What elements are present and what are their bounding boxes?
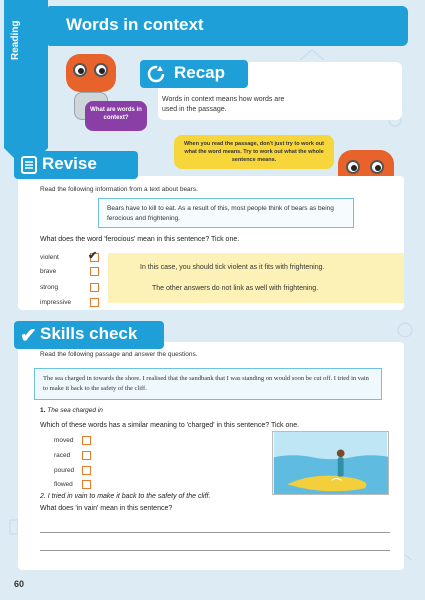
checkbox-flowed[interactable] bbox=[82, 480, 91, 489]
checkbox-brave[interactable] bbox=[90, 267, 99, 276]
checkbox-strong[interactable] bbox=[90, 283, 99, 292]
checkbox-poured[interactable] bbox=[82, 466, 91, 475]
question-2-title: 2. I tried in vain to make it back to the safety of the cliff. bbox=[40, 493, 211, 500]
question-1-title bbox=[40, 407, 103, 414]
revise-heading bbox=[14, 151, 138, 179]
checkbox-impressive[interactable] bbox=[90, 298, 99, 307]
option-moved: moved bbox=[54, 437, 74, 444]
recap-heading-text: Recap bbox=[174, 63, 226, 82]
option-violent: violent bbox=[40, 254, 59, 261]
skills-heading-text: Skills check bbox=[40, 324, 138, 343]
checkbox-moved[interactable] bbox=[82, 436, 91, 445]
checkbox-raced[interactable] bbox=[82, 451, 91, 460]
question-1-text: Which of these words has a similar meaning to 'charged' in this sentence? Tick one. bbox=[40, 422, 300, 429]
robot-right-eye bbox=[370, 160, 384, 174]
option-poured: poured bbox=[54, 467, 75, 474]
option-strong: strong bbox=[40, 284, 59, 291]
question-1-phrase: The sea charged in bbox=[47, 407, 103, 414]
sea-passage: The sea charged in towards the shore. I realised that the sandbank that I was standing on would soon be cut off. I tried in vain to make it back to the safety of the cliff. bbox=[34, 368, 382, 400]
tip-bubble: When you read the passage, don't just try to work out what the word means. Try to work out what the whole sentence means. bbox=[174, 135, 334, 169]
answer-explanation: The other answers do not link as well with frightening. bbox=[152, 285, 319, 292]
page-number: 60 bbox=[14, 579, 25, 589]
sandbank-illustration bbox=[272, 431, 389, 495]
section-tab-label: Reading bbox=[10, 20, 21, 60]
robot-question-bubble: What are words in context? bbox=[85, 101, 147, 131]
option-brave: brave bbox=[40, 268, 57, 275]
robot-left-eye bbox=[94, 63, 108, 77]
answer-line[interactable] bbox=[40, 550, 390, 551]
option-impressive: impressive bbox=[40, 299, 72, 306]
option-raced: raced bbox=[54, 452, 71, 459]
revise-heading-text: Revise bbox=[42, 154, 97, 173]
answer-panel bbox=[108, 253, 404, 303]
question-1-number: 1. bbox=[40, 407, 46, 414]
page-header bbox=[48, 6, 408, 46]
revise-intro: Read the following information from a text about bears. bbox=[40, 186, 198, 193]
skills-heading bbox=[14, 321, 164, 349]
check-icon: ✔ bbox=[20, 325, 37, 347]
robot-left-eye bbox=[73, 63, 87, 77]
recap-text: Words in context means how words are used in the passage. bbox=[162, 96, 285, 113]
page-title: Words in context bbox=[66, 15, 204, 34]
bears-quote: Bears have to kill to eat. As a result of this, most people think of bears as being ferocious and frightening. bbox=[98, 198, 354, 228]
question-2-text: What does 'in vain' mean in this sentence? bbox=[40, 505, 173, 512]
section-tab bbox=[4, 0, 48, 148]
robot-right-eye bbox=[346, 160, 360, 174]
tick-mark: ✔ bbox=[88, 250, 98, 262]
answer-explanation: In this case, you should tick violent as it fits with frightening. bbox=[140, 264, 325, 271]
recap-heading bbox=[140, 60, 248, 88]
skills-intro: Read the following passage and answer the questions. bbox=[40, 351, 198, 358]
answer-line[interactable] bbox=[40, 532, 390, 533]
refresh-icon bbox=[146, 64, 166, 84]
option-flowed: flowed bbox=[54, 481, 73, 488]
revise-question: What does the word 'ferocious' mean in this sentence? Tick one. bbox=[40, 236, 240, 243]
document-icon bbox=[21, 156, 37, 174]
